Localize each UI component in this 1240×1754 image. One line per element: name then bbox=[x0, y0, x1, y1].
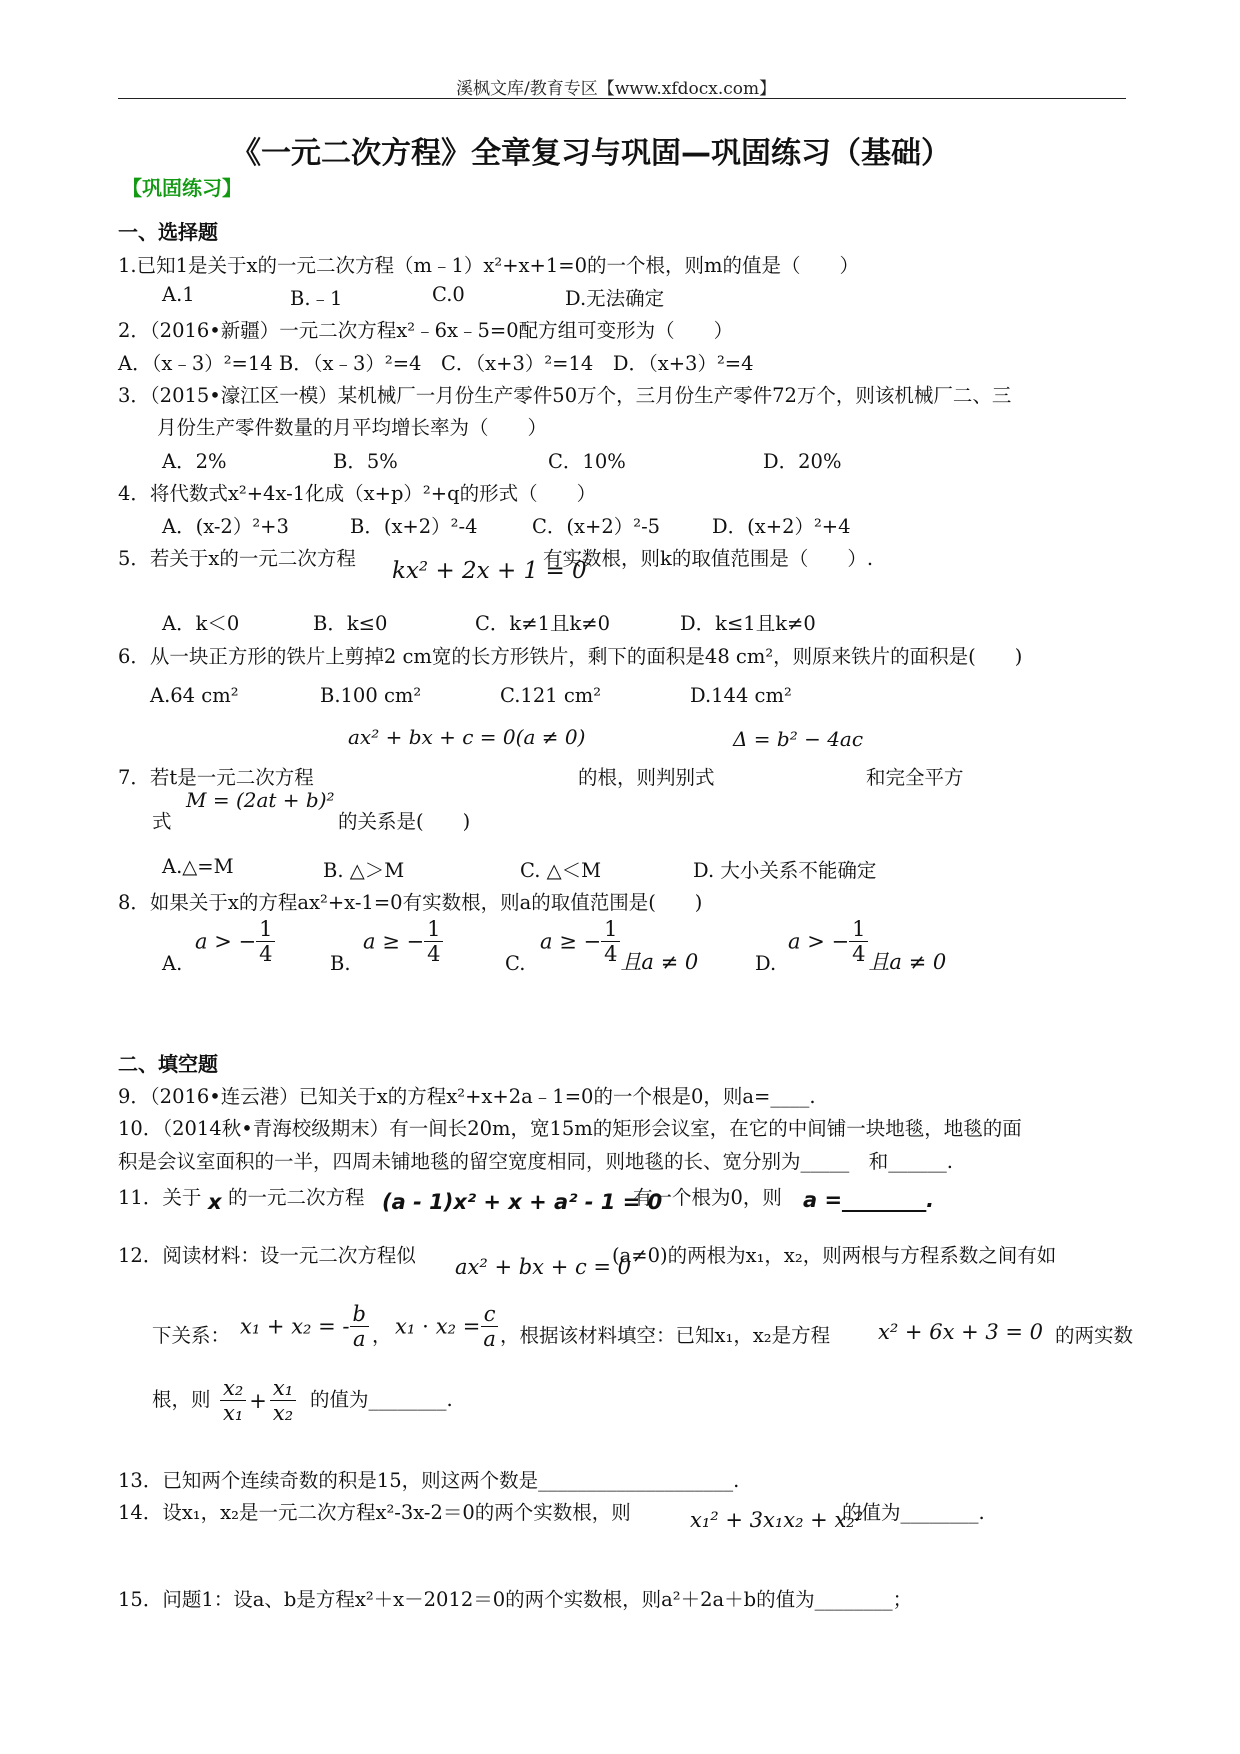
q12-equation: x² + 6x + 3 = 0 bbox=[878, 1320, 1044, 1344]
q12-comma: ， bbox=[372, 1324, 392, 1347]
question-7-pre: 7．若t是一元二次方程 bbox=[118, 766, 314, 789]
q8-option-d-formula: a > − $\frac{1}{4}$ 且a ≠ 0 bbox=[788, 917, 947, 975]
q6-option-b: B.100 cm² bbox=[320, 684, 422, 707]
question-5-pre: 5．若关于x的一元二次方程 bbox=[118, 547, 356, 570]
q3-option-a: A．2% bbox=[162, 450, 227, 473]
q6-option-c: C.121 cm² bbox=[500, 684, 602, 707]
q3-option-d: D．20% bbox=[763, 450, 842, 473]
question-11-post: 有一个根为0，则 bbox=[633, 1186, 782, 1209]
page-title: 《一元二次方程》全章复习与巩固—巩固练习（基础） bbox=[231, 136, 951, 171]
question-11-pre: 11．关于 bbox=[118, 1186, 202, 1209]
q11-answer: a =________. bbox=[803, 1188, 935, 1212]
question-10-line1: 10．（2014秋•青海校级期末）有一间长20m，宽15m的矩形会议室，在它的中间铺一块地毯，地毯的面 bbox=[118, 1117, 1022, 1140]
q4-option-a: A．(x-2）²+3 bbox=[162, 515, 289, 538]
question-9: 9．（2016•连云港）已知关于x的方程x²+x+2a﹣1=0的一个根是0，则a=____. bbox=[118, 1085, 816, 1108]
q3-option-b: B．5% bbox=[333, 450, 398, 473]
question-12-line2-pre: 下关系： bbox=[152, 1324, 231, 1347]
question-7-line2-post: 的关系是( ) bbox=[338, 810, 471, 833]
q7-formula-equation: ax² + bx + c = 0(a ≠ 0) bbox=[348, 725, 586, 749]
q6-option-d: D.144 cm² bbox=[690, 684, 792, 707]
q8-option-c-label: C. bbox=[505, 952, 526, 975]
q7-option-d: D. 大小关系不能确定 bbox=[693, 859, 877, 882]
question-14-pre: 14．设x₁，x₂是一元二次方程x²-3x-2＝0的两个实数根，则 bbox=[118, 1501, 631, 1524]
q7-formula-square: M = (2at + b)² bbox=[186, 788, 335, 812]
q8-option-d-label: D. bbox=[755, 952, 777, 975]
q8-option-c-formula: a ≥ − $\frac{1}{4}$ 且a ≠ 0 bbox=[540, 917, 699, 975]
question-5-post: 有实数根，则k的取值范围是（ ）. bbox=[543, 547, 874, 570]
question-1: 1.已知1是关于x的一元二次方程（m﹣1）x²+x+1=0的一个根，则m的值是（ ） bbox=[118, 254, 860, 277]
question-3-line2: 月份生产零件数量的月平均增长率为（ ） bbox=[157, 416, 548, 439]
q7-option-a: A.△=M bbox=[162, 855, 234, 878]
question-7-post: 和完全平方 bbox=[866, 766, 964, 789]
q7-option-b: B. △＞M bbox=[323, 859, 405, 882]
q12-ratio-formula: $\frac{\text{x₂}}{\text{x₁}}$ + $\frac{\text{x₁}}{\text{x₂}}$ bbox=[220, 1376, 296, 1425]
q5-formula: kx² + 2x + 1 = 0 bbox=[392, 558, 587, 584]
question-6: 6．从一块正方形的铁片上剪掉2 cm宽的长方形铁片，剩下的面积是48 cm²，则原来铁片的面积是( ) bbox=[118, 645, 1023, 668]
q5-option-b: B．k≤0 bbox=[313, 612, 388, 635]
q5-option-d: D．k≤1且k≠0 bbox=[680, 612, 816, 635]
q12-formula: ax² + bx + c = 0 bbox=[455, 1255, 632, 1279]
question-12-line3-pre: 根，则 bbox=[152, 1388, 211, 1411]
q1-option-a: A.1 bbox=[162, 283, 195, 306]
section-choice-heading: 一、选择题 bbox=[118, 220, 218, 244]
q8-option-a-formula: a > − $\frac{1}{4}$ bbox=[195, 917, 275, 966]
q1-option-b: B.﹣1 bbox=[290, 287, 343, 310]
question-7-mid: 的根，则判别式 bbox=[578, 766, 715, 789]
q8-option-b-formula: a ≥ − $\frac{1}{4}$ bbox=[363, 917, 443, 966]
section-fill-heading: 二、填空题 bbox=[118, 1052, 218, 1076]
q12-sum-formula: x₁ + x₂ = - $\frac{b}{a}$ bbox=[240, 1302, 369, 1351]
q8-option-b-label: B. bbox=[330, 952, 351, 975]
question-13: 13．已知两个连续奇数的积是15，则这两个数是____________________. bbox=[118, 1469, 740, 1492]
question-4: 4．将代数式x²+4x-1化成（x+p）²+q的形式（ ） bbox=[118, 482, 597, 505]
q4-option-d: D．(x+2）²+4 bbox=[712, 515, 851, 538]
question-12-post: (a≠0)的两根为x₁，x₂，则两根与方程系数之间有如 bbox=[612, 1244, 1057, 1267]
question-12-line3-post: 的值为________. bbox=[310, 1388, 453, 1411]
q5-option-a: A．k＜0 bbox=[162, 612, 240, 635]
question-14-post: 的值为________. bbox=[842, 1501, 985, 1524]
q11-formula: (a - 1)x² + x + a² - 1 = 0 bbox=[382, 1190, 663, 1214]
question-10-line2: 积是会议室面积的一半，四周未铺地毯的留空宽度相同，则地毯的长、宽分别为_____ 和______. bbox=[118, 1150, 953, 1173]
q1-option-c: C.0 bbox=[432, 283, 465, 306]
q4-option-b: B．(x+2）²-4 bbox=[350, 515, 478, 538]
q11-var-x: x bbox=[208, 1190, 222, 1214]
q5-option-c: C．k≠1且k≠0 bbox=[475, 612, 611, 635]
q8-option-a-label: A. bbox=[162, 952, 183, 975]
q7-option-c: C. △＜M bbox=[520, 859, 602, 882]
question-7-line2-pre: 式 bbox=[152, 810, 172, 833]
q14-formula: x₁² + 3x₁x₂ + x₂² bbox=[690, 1508, 864, 1532]
header-rule bbox=[118, 98, 1126, 99]
question-11-mid: 的一元二次方程 bbox=[228, 1186, 365, 1209]
q1-option-d: D.无法确定 bbox=[565, 287, 665, 310]
question-2: 2．（2016•新疆）一元二次方程x²﹣6x﹣5=0配方组可变形为（ ） bbox=[118, 319, 734, 342]
section-tag: 【巩固练习】 bbox=[122, 176, 242, 200]
q7-formula-discriminant: Δ = b² − 4ac bbox=[733, 727, 864, 751]
q4-option-c: C．(x+2）²-5 bbox=[532, 515, 661, 538]
q2-options: A．（x﹣3）²=14 B．（x﹣3）²=4 C．（x+3）²=14 D．（x+3）²=4 bbox=[118, 352, 754, 375]
question-12-line2-mid: ，根据该材料填空：已知x₁，x₂是方程 bbox=[500, 1324, 831, 1347]
question-12-line2-post: 的两实数 bbox=[1055, 1324, 1134, 1347]
question-15: 15．问题1：设a、b是方程x²＋x－2012＝0的两个实数根，则a²＋2a＋b的值为________； bbox=[118, 1588, 913, 1611]
question-12-pre: 12．阅读材料：设一元二次方程似 bbox=[118, 1244, 416, 1267]
q6-option-a: A.64 cm² bbox=[150, 684, 239, 707]
q12-product-formula: x₁ ⋅ x₂ = $\frac{c}{a}$ bbox=[395, 1302, 499, 1351]
page-header: 溪枫文库/教育专区【www.xfdocx.com】 bbox=[456, 79, 777, 99]
q3-option-c: C．10% bbox=[548, 450, 626, 473]
question-8: 8．如果关于x的方程ax²+x-1=0有实数根，则a的取值范围是( ) bbox=[118, 891, 703, 914]
question-3-line1: 3．（2015•濠江区一模）某机械厂一月份生产零件50万个，三月份生产零件72万个，则该机械厂二、三 bbox=[118, 384, 1012, 407]
